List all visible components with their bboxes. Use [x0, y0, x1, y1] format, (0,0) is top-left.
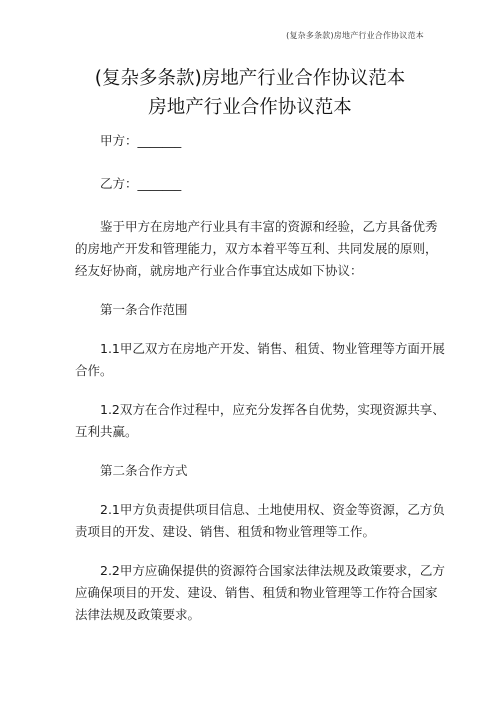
party-b-line: 乙方：_______	[100, 176, 182, 191]
preamble-line: 鉴于甲方在房地产行业具有丰富的资源和经验，乙方具备优秀	[100, 219, 438, 234]
clause-line: 1.1甲乙双方在房地产开发、销售、租赁、物业管理等方面开展	[100, 341, 445, 356]
clause-2-2	[75, 560, 445, 626]
preamble-paragraph	[75, 216, 438, 282]
article-2-heading: 第二条合作方式	[100, 463, 188, 478]
title-block	[0, 64, 500, 122]
document-title: (复杂多条款)房地产行业合作协议范本	[94, 68, 406, 89]
document-body	[75, 130, 445, 626]
preamble-line: 经友好协商，就房地产行业合作事宜达成如下协议：	[75, 263, 363, 278]
clause-line: 合作。	[75, 363, 113, 378]
clause-2-1	[75, 499, 445, 543]
article-1-heading: 第一条合作范围	[100, 302, 188, 317]
document-subtitle: 房地产行业合作协议范本	[148, 97, 352, 118]
clause-line: 互利共赢。	[75, 424, 138, 439]
preamble-line: 的房地产开发和管理能力，双方本着平等互利、共同发展的原则，	[75, 241, 438, 256]
clause-line: 责项目的开发、建设、销售、租赁和物业管理等工作。	[75, 524, 376, 539]
clause-1-2	[75, 399, 445, 443]
clause-line: 1.2双方在合作过程中，应充分发挥各自优势，实现资源共享、	[100, 402, 445, 417]
clause-line: 2.2甲方应确保提供的资源符合国家法律法规及政策要求，乙方	[100, 563, 445, 578]
clause-line: 应确保项目的开发、建设、销售、租赁和物业管理等工作符合国家	[75, 585, 438, 600]
clause-1-1	[75, 338, 445, 382]
clause-line: 2.1甲方负责提供项目信息、土地使用权、资金等资源，乙方负	[100, 502, 445, 517]
clause-line: 法律法规及政策要求。	[75, 607, 201, 622]
running-header: (复杂多条款)房地产行业合作协议范本	[286, 31, 424, 40]
party-a-line: 甲方：_______	[100, 133, 182, 148]
